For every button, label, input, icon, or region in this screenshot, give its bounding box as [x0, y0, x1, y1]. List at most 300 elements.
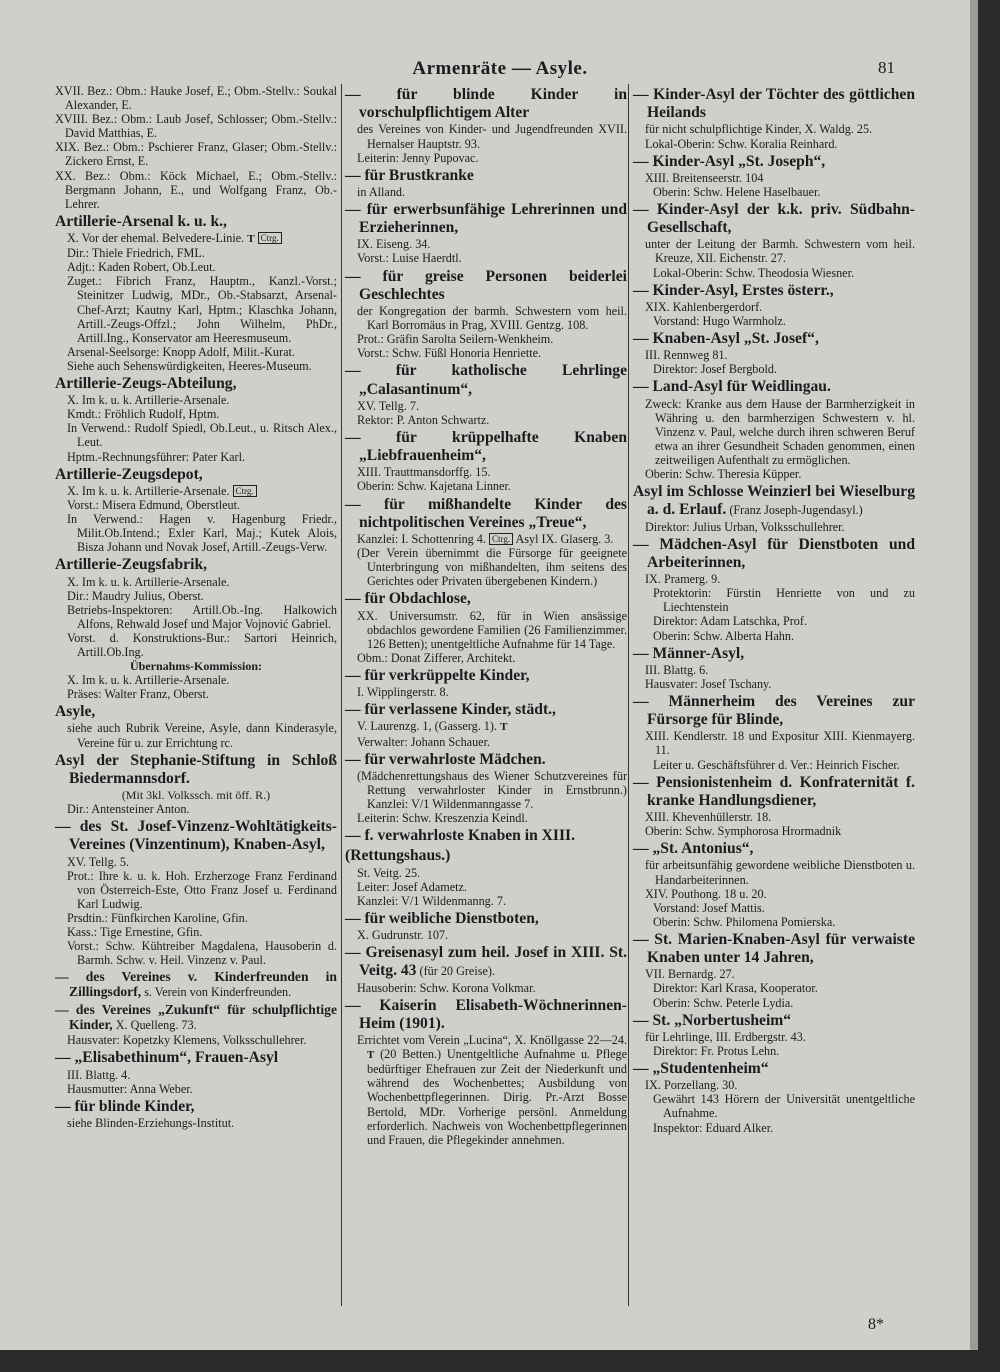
entry-detail	[55, 1082, 337, 1096]
entry-text: St. Veitg. 25.	[357, 865, 421, 880]
entry-text: Artillerie-Arsenal k. u. k.,	[55, 212, 227, 230]
entry-detail	[633, 915, 915, 929]
entry-detail	[55, 498, 337, 512]
entry-text: III. Rennweg 81.	[645, 348, 728, 363]
entry-text: Kass.: Tige Ernestine, Gfin.	[67, 925, 203, 940]
entry-text: Dir.: Antensteiner Anton.	[67, 802, 190, 817]
entry-text: Rektor: P. Anton Schwartz.	[357, 412, 490, 427]
entry-text: — Kinder-Asyl der k.k. priv. Südbahn-Gesellschaft,	[633, 200, 915, 237]
entry-text: Vorst.: Misera Edmund, Oberstleut.	[67, 497, 241, 512]
entry-detail	[55, 939, 337, 967]
entry-detail	[633, 629, 915, 643]
entry-detail	[633, 1121, 915, 1135]
entry-text: — Knaben-Asyl „St. Josef“,	[633, 330, 819, 348]
entry-detail	[345, 651, 627, 665]
running-title: Armenräte — Asyle.	[412, 58, 588, 79]
entry-detail	[345, 399, 627, 413]
entry-text: XX. Bez.: Obm.: Köck Michael, E.; Obm.-Stellv.: Bergmann Johann, E., und Wolfgang Franz, Ob.-Lehrer.	[55, 168, 337, 211]
entry-text: — des St. Josef-Vinzenz-Wohltätigkeits-Vereines (Vinzentinum), Knaben-Asyl,	[55, 818, 337, 854]
entry-text: unter der Leitung der Barmh. Schwestern vom heil. Kreuze, XII. Eichenstr. 27.	[645, 237, 915, 266]
entry-text: Lokal-Oberin: Schw. Koralia Reinhard.	[645, 136, 838, 151]
entry-detail	[55, 925, 337, 939]
entry-heading	[633, 378, 915, 396]
entry-detail	[633, 1030, 915, 1044]
entry-text: X. Vor der ehemal. Belvedere-Linie.	[67, 231, 245, 246]
entry-detail	[345, 546, 627, 588]
entry-detail	[633, 237, 915, 265]
entry-text: Direktor: Adam Latschka, Prof.	[653, 614, 807, 629]
entry-detail	[345, 151, 627, 165]
entry-text: V. Laurenzg. 1, (Gasserg. 1).	[357, 719, 498, 734]
entry-text: — für Brustkranke	[345, 166, 474, 184]
entry-detail	[55, 231, 337, 246]
entry-text: X. Im k. u. k. Artillerie-Arsenale.	[67, 574, 230, 589]
entry-text: Direktor: Fr. Protus Lehn.	[653, 1043, 780, 1058]
entry-text: (Rettungshaus.)	[345, 847, 451, 865]
entry-address: X. Quelleng. 73.	[112, 1018, 197, 1033]
entry-text: Kanzlei: I. Schottenring 4.	[357, 531, 486, 546]
entry-text: III. Blattg. 6.	[645, 662, 709, 677]
entry-detail	[633, 586, 915, 614]
entry-heading	[55, 1049, 337, 1067]
entry-text: In Verwend.: Hagen v. Hagenburg Friedr., Milit.Ob.Intend.; Exler Karl, Maj.; Kutek Alois, Bisza Johann und Novak Josef, Artill.-Zeugs-Verw.	[67, 512, 337, 555]
entry-heading	[633, 536, 915, 572]
entry-line	[55, 140, 337, 168]
entry-text: — „St. Antonius“,	[633, 840, 754, 858]
entry-text: Kanzlei: V/1 Wildenmanng. 7.	[357, 893, 507, 908]
entry-detail	[55, 631, 337, 659]
entry-text: — für mißhandelte Kinder des nichtpolitischen Vereines „Treue“,	[345, 495, 627, 531]
entry-detail	[633, 348, 915, 362]
entry-line	[55, 112, 337, 140]
entry-detail	[633, 185, 915, 199]
entry-heading	[345, 362, 627, 398]
entry-detail	[633, 266, 915, 280]
entry-detail	[345, 609, 627, 651]
entry-detail	[55, 260, 337, 274]
entry-text: für nicht schulpflichtige Kinder, X. Waldg. 25.	[645, 122, 873, 137]
entry-detail	[55, 1116, 337, 1130]
entry-text: — „Elisabethinum“, Frauen-Asyl	[55, 1049, 279, 1067]
entry-heading	[345, 997, 627, 1033]
entry-detail	[345, 237, 627, 251]
entry-detail	[633, 967, 915, 981]
entry-detail	[345, 685, 627, 699]
entry-text: X. Im k. u. k. Artillerie-Arsenale.	[67, 483, 230, 498]
entry-text: Lokal-Oberin: Schw. Theodosia Wiesner.	[653, 265, 855, 280]
entry-text: Vorst. d. Konstruktions-Bur.: Sartori Heinrich, Artill.Ob.Ing.	[67, 630, 337, 659]
entry-heading	[55, 556, 337, 574]
entry-text: XIX. Kahlenbergerdorf.	[645, 299, 763, 314]
entry-heading	[633, 693, 915, 729]
entry-line	[55, 84, 337, 112]
entry-detail	[633, 758, 915, 772]
entry-detail	[633, 171, 915, 185]
entry-text: Prsdtin.: Fünfkirchen Karoline, Gfin.	[67, 910, 248, 925]
entry-text: Dir.: Maudry Julius, Oberst.	[67, 588, 204, 603]
entry-text: XV. Tellg. 7.	[357, 398, 420, 413]
entry-text: — für weibliche Dienstboten,	[345, 909, 539, 927]
entry-text: — für katholische Lehrlinge „Calasantinum“,	[345, 362, 627, 398]
entry-text: — Pensionistenheim d. Konfraternität f. kranke Handlungsdiener,	[633, 773, 915, 809]
entry-heading	[633, 1012, 915, 1030]
entry-text: in Alland.	[357, 184, 406, 199]
entry-detail	[55, 855, 337, 869]
entry-text: — St. Marien-Knaben-Asyl für verwaiste Knaben unter 14 Jahren,	[633, 930, 915, 967]
entry-text: Vorst.: Schw. Kühtreiber Magdalena, Hausoberin d. Barmh. Schw. v. Heil. Vinzenz v. Paul.	[67, 939, 337, 968]
column-right	[633, 84, 915, 1135]
entry-text: Errichtet vom Verein „Lucina“, X. Knöllgasse 22—24.	[357, 1033, 627, 1048]
entry-heading	[633, 840, 915, 858]
entry-text: Vorstand: Hugo Warmholz.	[653, 313, 786, 328]
entry-detail	[55, 512, 337, 554]
entry-text: Hausmutter: Anna Weber.	[67, 1081, 193, 1096]
entry-detail	[633, 122, 915, 136]
entry-detail	[55, 603, 337, 631]
entry-detail	[633, 314, 915, 328]
entry-detail	[345, 532, 627, 546]
entry-text: des Vereines von Kinder- und Jugendfreunden XVII. Hernalser Hauptstr. 93.	[357, 122, 627, 151]
entry-text: für Lehrlinge, III. Erdbergstr. 43.	[645, 1029, 806, 1044]
entry-text: Artillerie-Zeugsdepot,	[55, 465, 203, 483]
entry-text: — Greisenasyl zum heil. Josef in XIII. St. Veitg. 43	[345, 944, 627, 980]
entry-text: XX. Universumstr. 62, für in Wien ansässige obdachlos gewordene Familien (26 Familienzimmer. 126 Betten); unentgeltliche Aufnahme für 14 Tage.	[357, 608, 627, 651]
entry-detail	[55, 687, 337, 701]
entry-text: X. Im k. u. k. Artillerie-Arsenale.	[67, 393, 230, 408]
entry-detail	[345, 880, 627, 894]
entry-detail	[345, 465, 627, 479]
entry-detail	[55, 359, 337, 373]
entry-detail	[345, 735, 627, 749]
entry-detail	[345, 928, 627, 942]
ctrg-badge: Ctrg.	[258, 232, 282, 244]
entry-heading	[55, 703, 337, 721]
entry-text: Vorstand: Josef Mattis.	[653, 900, 765, 915]
entry-heading	[633, 330, 915, 348]
entry-text: III. Blattg. 4.	[67, 1067, 131, 1082]
entry-detail	[345, 866, 627, 880]
entry-text: Oberin: Schw. Alberta Hahn.	[653, 628, 795, 643]
entry-detail	[633, 981, 915, 995]
entry-text: IX. Pramerg. 9.	[645, 572, 721, 587]
entry-detail	[633, 362, 915, 376]
entry-heading	[345, 751, 627, 769]
entry-detail	[55, 246, 337, 260]
entry-detail	[633, 1092, 915, 1120]
entry-text: XVII. Bez.: Obm.: Hauke Josef, E.; Obm.-Stellv.: Soukal Alexander, E.	[55, 84, 337, 113]
entry-text: XIII. Khevenhüllerstr. 18.	[645, 810, 772, 825]
entry-text: XIII. Trauttmansdorffg. 15.	[357, 465, 491, 480]
entry-heading	[345, 590, 627, 608]
signature-mark: 8*	[868, 1316, 884, 1333]
entry-text: Asyl im Schlosse Weinzierl bei Wieselburg a. d. Erlauf.	[633, 483, 915, 519]
entry-text: Übernahms-Kommission:	[129, 659, 262, 674]
entry-text: XIII. Kendlerstr. 18 und Expositur XIII. Kienmayerg. 11.	[645, 729, 915, 758]
entry-detail	[55, 450, 337, 464]
entry-heading	[345, 496, 627, 532]
telephone-icon: T	[367, 1049, 375, 1062]
section-subheading	[55, 659, 337, 673]
entry-text: Zuget.: Fibrich Franz, Hauptm., Kanzl.-Vorst.; Steinitzer Ludwig, MDr., Ob.-Stabsarzt, Arsenal-Chef-Arzt; Kautny Karl, Hptm.; Klaschka Johann, Artill.-Zeugs-Offzl.; John Wilhelm, PhDr., Artill.Ing., Konservator am Heeresmuseum.	[67, 274, 337, 345]
entry-heading	[345, 167, 627, 185]
entry-heading	[633, 931, 915, 967]
entry-text: — des Vereines „Zukunft“ für schulpflichtige Kinder,	[55, 1002, 337, 1033]
entry-text: Zweck: Kranke aus dem Hause der Barmherzigkeit in Währing u. den barmherzigen Schwestern v. hl. Vinzenz v. Paul, welche durch ihren schweren Beruf etwa an ihrer Gesundheit Schaden genommen, einen zeitweiligen Aufenthalt zu ermöglichen.	[645, 396, 915, 468]
entry-text: — Kaiserin Elisabeth-Wöchnerinnen-Heim (1901).	[345, 996, 627, 1032]
entry-detail	[633, 887, 915, 901]
entry-text: — für verwahrloste Mädchen.	[345, 750, 546, 768]
entry-text: Obm.: Donat Zifferer, Architekt.	[357, 650, 516, 665]
entry-text: IX. Eiseng. 34.	[357, 237, 431, 252]
entry-heading	[345, 847, 627, 865]
entry-detail	[55, 869, 337, 911]
page-header	[0, 58, 978, 82]
entry-heading	[345, 701, 627, 719]
entry-detail	[633, 901, 915, 915]
entry-text: Oberin: Schw. Theresia Küpper.	[645, 467, 802, 482]
entry-text: In Verwend.: Rudolf Spiedl, Ob.Leut., u. Ritsch Alex., Leut.	[67, 421, 337, 450]
entry-detail	[55, 589, 337, 603]
entry-text: XIV. Pouthong. 18 u. 20.	[645, 886, 767, 901]
entry-text: — für verkrüppelte Kinder,	[345, 666, 530, 684]
entry-detail	[345, 719, 627, 734]
entry-heading	[55, 466, 337, 484]
entry-text: Prot.: Ihre k. u. k. Hoh. Erzherzoge Franz Ferdinand von Österreich-Este, Otto Franz Josef u. Ferdinand Karl Ludwig.	[67, 868, 337, 911]
entry-detail	[633, 520, 915, 534]
entry-text: XVIII. Bez.: Obm.: Laub Josef, Schlosser; Obm.-Stellv.: David Matthias, E.	[55, 112, 337, 141]
entry-text: IX. Porzellang. 30.	[645, 1078, 738, 1093]
entry-text: Prot.: Gräfin Sarolta Seilern-Wenkheim.	[357, 332, 554, 347]
entry-note	[55, 788, 337, 802]
entry-text: — für blinde Kinder in vorschulpflichtigem Alter	[345, 86, 627, 122]
entry-heading	[55, 1098, 337, 1116]
entry-text: Asyl der Stephanie-Stiftung in Schloß Biedermannsdorf.	[55, 751, 337, 787]
entry-detail	[55, 484, 337, 498]
entry-text: Oberin: Schw. Peterle Lydia.	[653, 995, 794, 1010]
entry-heading	[55, 969, 337, 1000]
entry-text: X. Im k. u. k. Artillerie-Arsenale.	[67, 673, 230, 688]
telephone-icon: T	[500, 721, 508, 734]
entry-heading	[633, 483, 915, 519]
entry-text: Leiterin: Jenny Pupovac.	[357, 150, 479, 165]
entry-text: — Mädchen-Asyl für Dienstboten und Arbeiterinnen,	[633, 535, 915, 571]
entry-text: — für greise Personen beiderlei Geschlechtes	[345, 267, 627, 303]
entry-text: (Mit 3kl. Volkssch. mit öff. R.)	[121, 788, 271, 803]
entry-heading	[633, 201, 915, 237]
entry-detail	[633, 397, 915, 467]
entry-detail	[633, 572, 915, 586]
entry-text-continued: Asyl IX. Glaserg. 3.	[513, 531, 614, 546]
entry-text: Betriebs-Inspektoren: Artill.Ob.-Ing. Halkowich Alfons, Rehwald Josef und Major Vojnović Gabriel.	[67, 602, 337, 631]
entry-detail	[55, 802, 337, 816]
entry-detail	[55, 575, 337, 589]
entry-text: — „Studentenheim“	[633, 1060, 769, 1078]
entry-text: I. Wipplingerstr. 8.	[357, 685, 449, 700]
entry-detail	[345, 185, 627, 199]
entry-detail	[633, 300, 915, 314]
entry-detail	[633, 663, 915, 677]
entry-detail	[633, 614, 915, 628]
entry-text: Leiterin: Schw. Kreszenzia Keindl.	[357, 811, 528, 826]
entry-address: (Franz Joseph-Jugendasyl.)	[726, 503, 863, 518]
entry-detail	[345, 251, 627, 265]
entry-address: (für 20 Greise).	[416, 964, 495, 979]
entry-heading	[345, 827, 627, 845]
entry-heading	[55, 375, 337, 393]
entry-text: — für erwerbsunfähige Lehrerinnen und Erzieherinnen,	[345, 200, 627, 237]
entry-detail	[633, 1078, 915, 1092]
entry-text: XV. Tellg. 5.	[67, 854, 130, 869]
page-edge	[970, 0, 978, 1350]
entry-text: Vorst.: Schw. Füßl Honoria Henriette.	[357, 346, 542, 361]
entry-heading	[345, 429, 627, 465]
column-middle	[345, 84, 627, 1147]
entry-detail	[55, 407, 337, 421]
entry-detail	[345, 811, 627, 825]
entry-text: — Land-Asyl für Weidlingau.	[633, 378, 831, 396]
entry-text: — Männer-Asyl,	[633, 644, 745, 662]
entry-text: der Kongregation der barmh. Schwestern vom heil. Karl Borromäus in Prag, XVIII. Gentzg. 108.	[357, 303, 627, 333]
entry-text: — Männerheim des Vereines zur Fürsorge für Blinde,	[633, 692, 915, 729]
entry-heading	[345, 268, 627, 304]
entry-text: Präses: Walter Franz, Oberst.	[67, 687, 209, 702]
entry-text: XIII. Breitenseerstr. 104	[645, 170, 764, 185]
entry-text: — Kinder-Asyl der Töchter des göttlichen Heilands	[633, 86, 915, 122]
entry-detail	[345, 479, 627, 493]
entry-text: — Kinder-Asyl „St. Joseph“,	[633, 152, 826, 170]
entry-detail	[55, 345, 337, 359]
entry-text: — für krüppelhafte Knaben „Liebfrauenheim“,	[345, 428, 627, 465]
entry-text: siehe Blinden-Erziehungs-Institut.	[67, 1116, 235, 1131]
entry-detail	[55, 421, 337, 449]
entry-text: XIX. Bez.: Obm.: Pschierer Franz, Glaser; Obm.-Stellv.: Zickero Ernst, E.	[55, 140, 337, 169]
entry-detail	[633, 996, 915, 1010]
entry-text: Oberin: Schw. Philomena Pomierska.	[653, 914, 836, 929]
entry-heading	[345, 910, 627, 928]
entry-heading	[345, 201, 627, 237]
entry-detail	[345, 1033, 627, 1147]
entry-heading	[345, 86, 627, 122]
entry-detail	[55, 911, 337, 925]
entry-text: Asyle,	[55, 703, 96, 721]
entry-text: VII. Bernardg. 27.	[645, 967, 735, 982]
entry-detail	[633, 677, 915, 691]
entry-text: Oberin: Schw. Helene Haselbauer.	[653, 184, 821, 199]
entry-text: — des Vereines v. Kinderfreunden in Zillingsdorf,	[55, 969, 337, 1000]
entry-text: X. Gudrunstr. 107.	[357, 928, 449, 943]
entry-text: Hptm.-Rechnungsführer: Pater Karl.	[67, 449, 246, 464]
entry-text: Leiter: Josef Adametz.	[357, 879, 467, 894]
entry-text: Oberin: Schw. Kajetana Linner.	[357, 479, 511, 494]
entry-text: Arsenal-Seelsorge: Knopp Adolf, Milit.-Kurat.	[67, 344, 295, 359]
entry-heading	[55, 818, 337, 854]
entry-text: Artillerie-Zeugsfabrik,	[55, 556, 208, 574]
entry-heading	[55, 752, 337, 788]
entry-text: Direktor: Karl Krasa, Kooperator.	[653, 981, 818, 996]
entry-detail	[345, 981, 627, 995]
entry-detail	[633, 858, 915, 886]
entry-text-continued: (20 Betten.) Unentgeltliche Aufnahme u. Pflege bedürftiger Ehefrauen zur Zeit der Niederkunft und während des Wochenbettes; Ausbildung von Wochenbettpflegerinnen. Dirig. Pr.-Arzt Bosse Bertold, MDr. Vorherige persönl. Anmeldung erforderlich. Nachweis von Wochenbettpflegerinnen und Frauen, die Pflegekinder annehmen.	[367, 1047, 627, 1147]
entry-address: s. Verein von Kinderfreunden.	[141, 985, 292, 1000]
entry-heading	[633, 282, 915, 300]
entry-text: Hausoberin: Schw. Korona Volkmar.	[357, 980, 536, 995]
entry-text: Adjt.: Kaden Robert, Ob.Leut.	[67, 260, 216, 275]
entry-text: — Kinder-Asyl, Erstes österr.,	[633, 281, 834, 299]
ctrg-badge: Ctrg.	[233, 485, 257, 497]
entry-text: für arbeitsunfähig gewordene weibliche Dienstboten u. Handarbeiterinnen.	[645, 858, 915, 887]
entry-detail	[633, 137, 915, 151]
entry-text: Hausvater: Josef Tschany.	[645, 676, 772, 691]
entry-detail	[633, 810, 915, 824]
entry-detail	[55, 393, 337, 407]
entry-detail	[345, 122, 627, 150]
entry-text: Kmdt.: Fröhlich Rudolf, Hptm.	[67, 407, 220, 422]
entry-heading	[633, 153, 915, 171]
entry-text: (Mädchenrettungshaus des Wiener Schutzvereines für Rettung verwahrloster Kinder in Ernstbrunn.) Kanzlei: V/1 Wildenmanngasse 7.	[357, 768, 627, 811]
entry-detail	[55, 1033, 337, 1047]
entry-detail	[55, 1068, 337, 1082]
entry-heading	[633, 645, 915, 663]
entry-detail	[345, 894, 627, 908]
entry-text: Hausvater: Kopetzky Klemens, Volksschullehrer.	[67, 1033, 307, 1048]
entry-text: Artillerie-Zeugs-Abteilung,	[55, 374, 237, 392]
entry-detail	[633, 824, 915, 838]
entry-detail	[633, 467, 915, 481]
entry-text: Direktor: Julius Urban, Volksschullehrer.	[645, 519, 845, 534]
telephone-icon: T	[247, 233, 255, 246]
column-divider	[628, 84, 629, 1306]
entry-text: — für Obdachlose,	[345, 590, 471, 608]
entry-detail	[345, 332, 627, 346]
entry-detail	[55, 274, 337, 344]
entry-text: Siehe auch Sehenswürdigkeiten, Heeres-Museum.	[67, 358, 312, 373]
entry-text: Dir.: Thiele Friedrich, FML.	[67, 246, 205, 261]
entry-text: Vorst.: Luise Haerdtl.	[357, 251, 462, 266]
entry-text: — St. „Norbertusheim“	[633, 1011, 792, 1029]
entry-heading	[55, 1002, 337, 1033]
entry-text: Protektorin: Fürstin Henriette von und zu Liechtenstein	[653, 586, 915, 615]
page-number: 81	[878, 58, 895, 77]
entry-text: — für blinde Kinder,	[55, 1097, 195, 1115]
entry-detail	[55, 721, 337, 749]
entry-detail	[633, 1044, 915, 1058]
entry-heading	[633, 86, 915, 122]
entry-text: Gewährt 143 Hörern der Universität unentgeltliche Aufnahme.	[653, 1092, 915, 1121]
entry-text: (Der Verein übernimmt die Fürsorge für geeignete Unterbringung von mißhandelten, ihm seitens des Gerichtes oder Privaten übergebenen Kindern.)	[357, 546, 627, 589]
entry-heading	[633, 1060, 915, 1078]
entry-text: Inspektor: Eduard Alker.	[653, 1120, 774, 1135]
entry-detail	[345, 346, 627, 360]
entry-text: siehe auch Rubrik Vereine, Asyle, dann Kinderasyle, Vereine für u. zur Errichtung rc.	[67, 721, 337, 750]
entry-detail	[345, 769, 627, 811]
entry-heading	[345, 667, 627, 685]
entry-heading	[55, 213, 337, 231]
entry-detail	[55, 673, 337, 687]
column-left	[55, 84, 337, 1130]
entry-text: Oberin: Schw. Symphorosa Hrormadnik	[645, 824, 842, 839]
entry-heading	[633, 774, 915, 810]
entry-text: — für verlassene Kinder, städt.,	[345, 701, 556, 719]
entry-text: Verwalter: Johann Schauer.	[357, 734, 491, 749]
ctrg-badge: Ctrg.	[489, 533, 513, 545]
entry-detail	[633, 729, 915, 757]
column-divider	[341, 84, 342, 1306]
entry-detail	[345, 304, 627, 332]
entry-text: Leiter u. Geschäftsführer d. Ver.: Heinrich Fischer.	[653, 757, 900, 772]
entry-detail	[345, 413, 627, 427]
entry-text: Direktor: Josef Bergbold.	[653, 362, 777, 377]
entry-line	[55, 169, 337, 211]
